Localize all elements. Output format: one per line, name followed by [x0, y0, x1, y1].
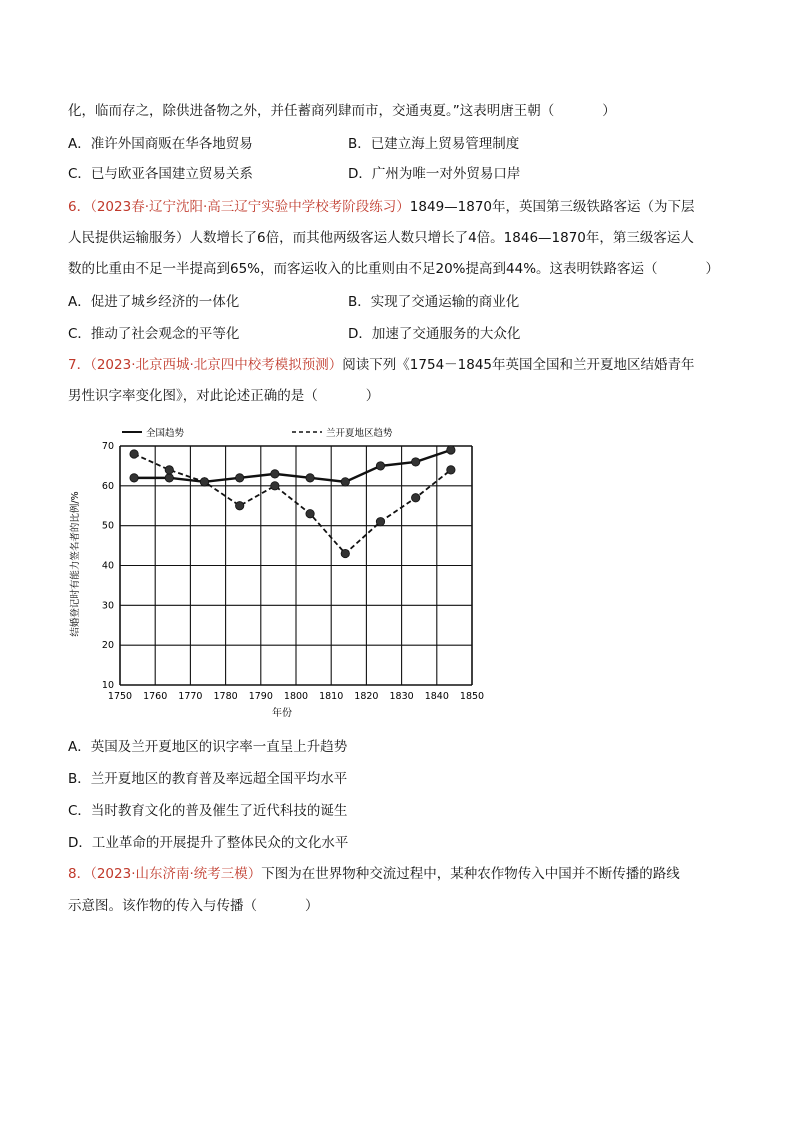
chart-grid: [120, 446, 472, 685]
q7-option-a[interactable]: A．英国及兰开夏地区的识字率一直呈上升趋势: [68, 739, 348, 755]
q8-text-2: 示意图。该作物的传入与传播（: [68, 898, 257, 914]
q5-option-a[interactable]: A．准许外国商贩在华各地贸易: [68, 136, 253, 152]
national-point: [376, 462, 384, 470]
q5-text: 化，临而存之，除供进备物之外，并任蓄商列肆而市，交通夷夏。”这表明唐王朝（: [68, 103, 555, 119]
literacy-line-chart: [60, 420, 490, 720]
national-point: [341, 478, 349, 486]
legend-lancashire: 兰开夏地区趋势: [326, 428, 393, 439]
q7-close: ）: [365, 388, 380, 404]
lancashire-point: [130, 450, 138, 458]
q5-stem: [68, 101, 616, 121]
lancashire-point: [306, 510, 314, 518]
q7-text-2: 男性识字率变化图》，对此论述正确的是（: [68, 388, 318, 404]
lancashire-point: [165, 466, 173, 474]
q7-option-c[interactable]: C．当时教育文化的普及催生了近代科技的诞生: [68, 803, 348, 819]
lancashire-point: [341, 549, 349, 557]
q8-close: ）: [305, 898, 319, 914]
x-tick-label: 1820: [354, 691, 379, 702]
q5-option-b[interactable]: B．已建立海上贸易管理制度: [348, 136, 520, 152]
q7-number: 7．: [68, 357, 91, 373]
q7-stem-line-1: [68, 355, 695, 375]
y-axis-label: 结婚登记时有能力签名者的比例/%: [70, 491, 81, 637]
q6-option-c[interactable]: C．推动了社会观念的平等化: [68, 326, 240, 342]
y-tick-label: 20: [101, 640, 114, 652]
x-tick-label: 1780: [213, 691, 238, 702]
y-tick-label: 30: [101, 600, 114, 612]
national-point: [271, 470, 279, 478]
q6-text-3: 数的比重由不足一半提高到65%，而客运收入的比重则由不足20%提高到44%。这表明铁路客运（: [68, 261, 658, 277]
q8-number: 8．: [68, 866, 91, 882]
q8-source: （2023·山东济南·统考三模）: [90, 866, 262, 882]
q6-text-1: 1849—1870年，英国第三级铁路客运（为下层: [409, 199, 695, 215]
lancashire-series-line: [134, 454, 451, 554]
national-point: [235, 474, 243, 482]
q7-option-b[interactable]: B．兰开夏地区的教育普及率远超全国平均水平: [68, 771, 348, 787]
national-point: [306, 474, 314, 482]
national-point: [130, 474, 138, 482]
q6-stem-line-2: 人民提供运输服务）人数增长了6倍，而其他两级客运人数只增长了4倍。1846—1870年，第三级客运人: [68, 230, 694, 246]
lancashire-point: [235, 502, 243, 510]
lancashire-point: [411, 494, 419, 502]
chart-series: [130, 446, 455, 558]
chart-ticks: [102, 441, 484, 702]
x-tick-label: 1830: [389, 691, 414, 702]
q5-option-c[interactable]: C．已与欧亚各国建立贸易关系: [68, 166, 253, 182]
national-series-line: [134, 450, 451, 482]
q8-stem-line-1: [68, 864, 680, 884]
x-tick-label: 1790: [248, 691, 273, 702]
y-tick-label: 40: [101, 560, 114, 572]
x-tick-label: 1800: [283, 691, 309, 702]
y-tick-label: 10: [101, 680, 114, 691]
q8-stem-line-2: [68, 896, 319, 916]
q7-option-d[interactable]: D．工业革命的开展提升了整体民众的文化水平: [68, 835, 349, 851]
q6-number: 6．: [68, 199, 91, 215]
q6-stem-line-1: [68, 197, 695, 217]
lancashire-point: [447, 466, 455, 474]
x-tick-label: 1840: [424, 691, 449, 702]
x-tick-label: 1760: [143, 691, 168, 702]
q6-option-d[interactable]: D．加速了交通服务的大众化: [348, 326, 521, 342]
q5-option-d[interactable]: D．广州为唯一对外贸易口岸: [348, 166, 521, 182]
x-tick-label: 1750: [107, 691, 133, 702]
x-tick-label: 1810: [319, 691, 344, 702]
q6-source: （2023春·辽宁沈阳·高三辽宁实验中学校考阶段练习）: [90, 199, 410, 215]
national-point: [165, 474, 173, 482]
lancashire-point: [200, 478, 208, 486]
q7-source: （2023·北京西城·北京四中校考模拟预测）: [90, 357, 343, 373]
y-tick-label: 50: [101, 520, 114, 532]
x-tick-label: 1850: [459, 691, 485, 702]
q7-stem-line-2: [68, 386, 379, 406]
q7-text-1: 阅读下列《1754－1845年英国全国和兰开夏地区结婚青年: [342, 357, 695, 373]
y-tick-label: 70: [101, 441, 114, 452]
lancashire-point: [376, 517, 384, 525]
x-axis-label: 年份: [272, 708, 292, 719]
q6-stem-line-3: [68, 259, 719, 279]
q6-option-b[interactable]: B．实现了交通运输的商业化: [348, 294, 520, 310]
national-point: [447, 446, 455, 454]
q8-text-1: 下图为在世界物种交流过程中，某种农作物传入中国并不断传播的路线: [261, 866, 680, 882]
legend-national: 全国趋势: [146, 428, 185, 439]
x-tick-label: 1770: [178, 691, 203, 702]
q5-close: ）: [602, 103, 616, 119]
lancashire-point: [271, 482, 279, 490]
y-tick-label: 60: [101, 480, 114, 492]
q6-close: ）: [705, 261, 720, 277]
national-point: [411, 458, 419, 466]
q6-option-a[interactable]: A．促进了城乡经济的一体化: [68, 294, 240, 310]
